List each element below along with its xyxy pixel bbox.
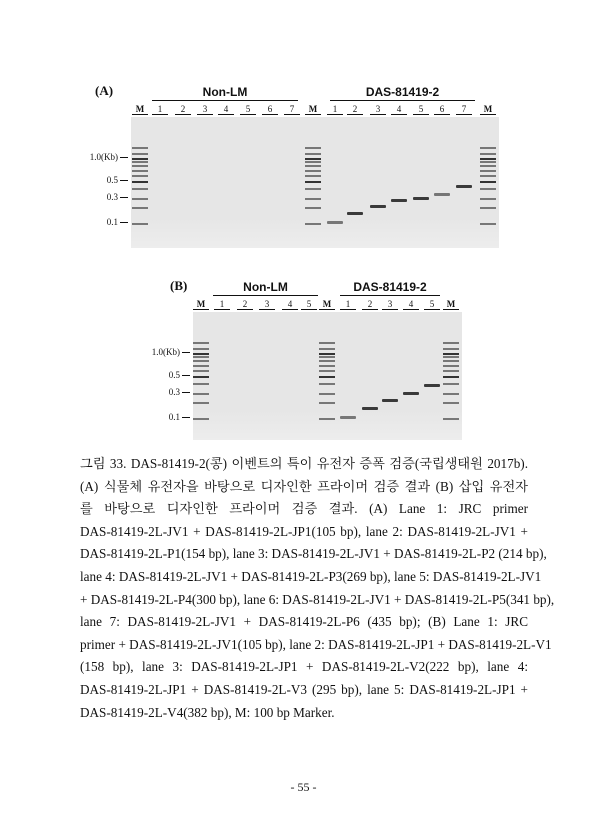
caption-line: (158 bp), lane 3: DAS-81419-2L-JP1 + DAS-81419-2L-V2(222 bp), lane 4:	[80, 659, 528, 675]
caption-line: (A) 식물체 유전자을 바탕으로 디자인한 프라이머 검증 결과 (B) 삽입 유전자	[80, 478, 528, 494]
marker-band	[193, 348, 209, 350]
panel-label: (B)	[170, 278, 188, 293]
lane-label: 4	[391, 104, 407, 115]
pcr-band	[382, 399, 398, 402]
lane-label: 3	[370, 104, 386, 115]
pcr-band	[456, 185, 472, 188]
size-marker-label: 0.3	[68, 192, 128, 202]
marker-band	[193, 383, 209, 385]
marker-band	[443, 342, 459, 344]
pcr-band	[370, 205, 386, 208]
marker-band	[319, 418, 335, 420]
caption-line: DAS-81419-2L-V4(382 bp), M: 100 bp Marker.	[80, 704, 335, 720]
marker-band	[443, 370, 459, 372]
caption-line: DAS-81419-2L-P1(154 bp), lane 3: DAS-81419-2L-JV1 + DAS-81419-2L-P2 (214 bp),	[80, 546, 547, 562]
lane-label: 5	[240, 104, 256, 115]
marker-band	[319, 376, 335, 378]
marker-band	[319, 370, 335, 372]
lane-label: 4	[218, 104, 234, 115]
pcr-band	[340, 416, 356, 419]
marker-lane-label: M	[480, 104, 496, 115]
pcr-band	[434, 193, 450, 196]
marker-band	[480, 161, 496, 163]
marker-band	[443, 418, 459, 420]
caption-line: primer + DAS-81419-2L-JV1(105 bp), lane 2: DAS-81419-2L-JP1 + DAS-81419-2L-V1	[80, 636, 552, 652]
marker-band	[480, 175, 496, 177]
marker-band	[305, 175, 321, 177]
group-underline	[213, 295, 318, 296]
pcr-band	[424, 384, 440, 387]
caption-line: DAS-81419-2L-JP1 + DAS-81419-2L-V3 (295 bp), lane 5: DAS-81419-2L-JP1 +	[80, 681, 528, 697]
marker-band	[305, 161, 321, 163]
marker-band	[443, 402, 459, 404]
caption-line: DAS-81419-2L-JV1 + DAS-81419-2L-JP1(105 bp), lane 2: DAS-81419-2L-JV1 +	[80, 523, 528, 539]
marker-band	[193, 353, 209, 355]
caption-line: 그림 33. DAS-81419-2(콩) 이벤트의 특이 유전자 증폭 검증(국립생태원 2017b).	[80, 456, 528, 471]
marker-band	[319, 393, 335, 395]
lane-label: 5	[424, 299, 440, 310]
pcr-band	[347, 212, 363, 215]
lane-label: 2	[347, 104, 363, 115]
group-title: DAS-81419-2	[365, 85, 440, 99]
marker-lane-label: M	[443, 299, 459, 310]
figure-caption	[80, 453, 555, 724]
pcr-band	[327, 221, 343, 224]
marker-band	[443, 353, 459, 355]
marker-band	[480, 147, 496, 149]
marker-band	[132, 188, 148, 190]
lane-label: 6	[434, 104, 450, 115]
marker-band	[443, 356, 459, 358]
marker-band	[305, 153, 321, 155]
marker-band	[132, 158, 148, 160]
group-title: Non-LM	[243, 280, 288, 294]
marker-band	[193, 376, 209, 378]
marker-band	[480, 165, 496, 167]
caption-line: 를 바탕으로 디자인한 프라이머 검증 결과. (A) Lane 1: JRC primer	[80, 501, 528, 517]
lane-label: 3	[382, 299, 398, 310]
lane-label: 5	[301, 299, 317, 310]
marker-band	[132, 170, 148, 172]
group-underline	[330, 100, 475, 101]
lane-label: 1	[327, 104, 343, 115]
marker-band	[305, 198, 321, 200]
marker-band	[305, 170, 321, 172]
marker-band	[319, 348, 335, 350]
marker-band	[132, 147, 148, 149]
lane-label: 2	[362, 299, 378, 310]
marker-band	[480, 223, 496, 225]
lane-label: 6	[262, 104, 278, 115]
size-marker-label: 0.5	[68, 175, 128, 185]
lane-label: 4	[403, 299, 419, 310]
marker-band	[193, 342, 209, 344]
lane-label: 7	[456, 104, 472, 115]
marker-band	[480, 207, 496, 209]
lane-label: 1	[152, 104, 168, 115]
pcr-band	[362, 407, 378, 410]
group-title: DAS-81419-2	[353, 280, 427, 294]
marker-lane-label: M	[193, 299, 209, 310]
marker-band	[319, 353, 335, 355]
marker-band	[132, 181, 148, 183]
marker-band	[305, 158, 321, 160]
gel-image	[131, 117, 499, 248]
marker-band	[480, 198, 496, 200]
marker-band	[443, 383, 459, 385]
marker-band	[305, 165, 321, 167]
marker-band	[132, 175, 148, 177]
marker-band	[480, 181, 496, 183]
marker-band	[319, 383, 335, 385]
lane-label: 4	[282, 299, 298, 310]
marker-band	[132, 198, 148, 200]
marker-band	[193, 360, 209, 362]
size-marker-label: 0.5	[130, 370, 190, 380]
marker-lane-label: M	[305, 104, 321, 115]
pcr-band	[391, 199, 407, 202]
marker-band	[132, 223, 148, 225]
caption-line: lane 4: DAS-81419-2L-JV1 + DAS-81419-2L-P3(269 bp), lane 5: DAS-81419-2L-JV1	[80, 568, 542, 584]
marker-band	[132, 165, 148, 167]
marker-band	[132, 153, 148, 155]
marker-band	[443, 348, 459, 350]
marker-band	[305, 188, 321, 190]
marker-band	[319, 360, 335, 362]
marker-band	[480, 170, 496, 172]
marker-band	[443, 365, 459, 367]
marker-band	[480, 158, 496, 160]
lane-label: 3	[197, 104, 213, 115]
marker-band	[193, 356, 209, 358]
page-number: - 55 -	[290, 780, 317, 794]
marker-band	[132, 161, 148, 163]
marker-band	[305, 147, 321, 149]
caption-line: + DAS-81419-2L-P4(300 bp), lane 6: DAS-81419-2L-JV1 + DAS-81419-2L-P5(341 bp),	[80, 591, 555, 607]
marker-band	[443, 376, 459, 378]
size-marker-label: 1.0(Kb)	[68, 152, 128, 162]
marker-band	[319, 365, 335, 367]
marker-band	[305, 207, 321, 209]
pcr-band	[413, 197, 429, 200]
marker-band	[193, 365, 209, 367]
lane-label: 5	[413, 104, 429, 115]
pcr-band	[403, 392, 419, 395]
marker-band	[443, 360, 459, 362]
marker-band	[480, 153, 496, 155]
marker-band	[193, 393, 209, 395]
caption-line: lane 7: DAS-81419-2L-JV1 + DAS-81419-2L-P6 (435 bp); (B) Lane 1: JRC	[80, 614, 528, 630]
size-marker-label: 0.1	[68, 217, 128, 227]
size-marker-label: 1.0(Kb)	[130, 347, 190, 357]
gel-image	[193, 312, 462, 440]
lane-label: 1	[340, 299, 356, 310]
marker-band	[443, 393, 459, 395]
marker-lane-label: M	[319, 299, 335, 310]
marker-band	[319, 342, 335, 344]
lane-label: 1	[214, 299, 230, 310]
lane-label: 2	[237, 299, 253, 310]
panel-label: (A)	[95, 83, 114, 98]
marker-band	[480, 188, 496, 190]
marker-band	[193, 418, 209, 420]
marker-band	[193, 402, 209, 404]
marker-band	[132, 207, 148, 209]
lane-label: 7	[284, 104, 300, 115]
size-marker-label: 0.1	[130, 412, 190, 422]
lane-label: 3	[259, 299, 275, 310]
marker-band	[193, 370, 209, 372]
size-marker-label: 0.3	[130, 387, 190, 397]
marker-band	[305, 181, 321, 183]
group-title: Non-LM	[202, 85, 248, 99]
lane-label: 2	[175, 104, 191, 115]
group-underline	[152, 100, 298, 101]
group-underline	[340, 295, 440, 296]
marker-lane-label: M	[132, 104, 148, 115]
marker-band	[305, 223, 321, 225]
marker-band	[319, 356, 335, 358]
marker-band	[319, 402, 335, 404]
